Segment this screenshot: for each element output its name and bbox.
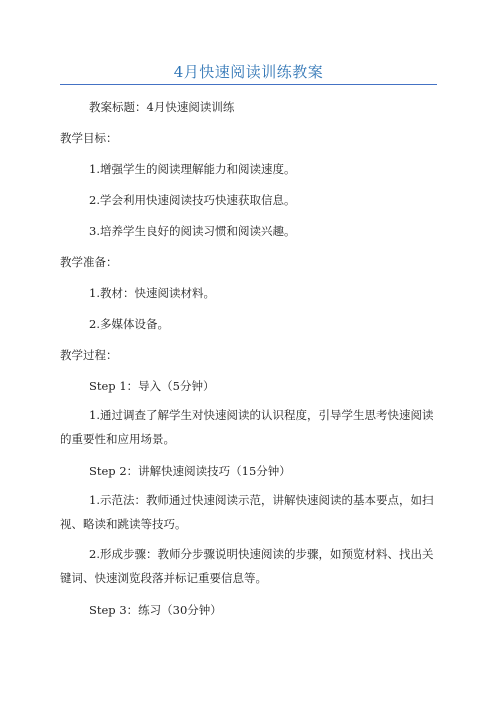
- step-2-paragraph-1: 1.示范法：教师通过快速阅读示范，讲解快速阅读的基本要点，如扫视、略读和跳读等技巧。: [60, 493, 434, 531]
- step-1-paragraph: 1.通过调查了解学生对快速阅读的认识程度，引导学生思考快速阅读的重要性和应用场景。: [60, 408, 434, 446]
- preparation-item-1: 1.教材：快速阅读材料。: [89, 286, 215, 300]
- preparation-item-2: 2.多媒体设备。: [89, 317, 169, 331]
- goal-item-1: 1.增强学生的阅读理解能力和阅读速度。: [89, 162, 296, 176]
- title-underline: [60, 84, 437, 85]
- process-heading: 教学过程：: [60, 348, 118, 362]
- preparation-heading: 教学准备：: [60, 255, 118, 269]
- lesson-title-line: 教案标题：4月快速阅读训练: [89, 100, 235, 114]
- step-2-paragraph-2: 2.形成步骤：教师分步骤说明快速阅读的步骤，如预览材料、找出关键词、快速浏览段落并标记重要信息等。: [60, 547, 434, 585]
- teaching-goals-heading: 教学目标：: [60, 131, 118, 145]
- step-3-heading: Step 3：练习（30分钟）: [89, 603, 222, 617]
- document-title: 4月快速阅读训练教案: [173, 63, 324, 81]
- goal-item-3: 3.培养学生良好的阅读习惯和阅读兴趣。: [89, 224, 296, 238]
- step-2-heading: Step 2：讲解快速阅读技巧（15分钟）: [89, 464, 291, 478]
- goal-item-2: 2.学会利用快速阅读技巧快速获取信息。: [89, 193, 296, 207]
- step-1-heading: Step 1：导入（5分钟）: [89, 379, 215, 393]
